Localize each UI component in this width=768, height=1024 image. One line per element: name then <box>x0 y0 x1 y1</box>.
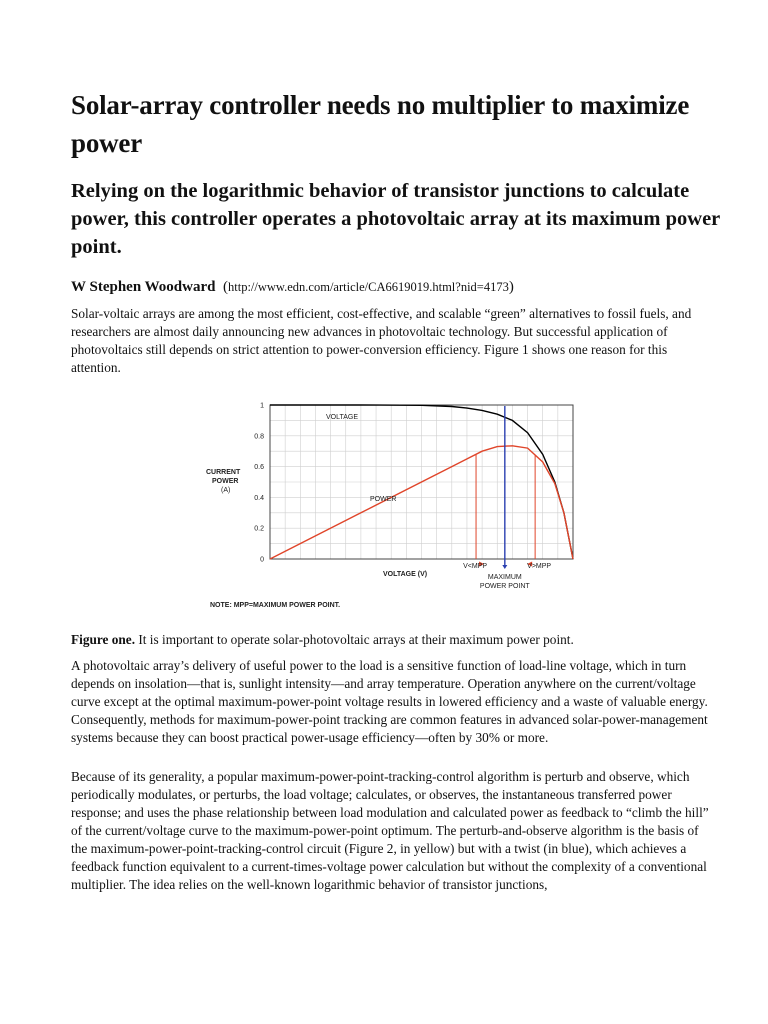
x-axis-label: VOLTAGE (V) <box>383 571 428 578</box>
paragraph-intro: Solar-voltaic arrays are among the most efficient, cost-effective, and scalable “green” alternatives to fossil fuels, and researchers are almost daily announcing new advances in photovoltaic technology. But successful application of photovoltaics still depends on strict attention to power-conversion efficiency. Figure 1 shows one reason for this attention. <box>71 306 692 375</box>
series-label-power: POWER <box>370 496 397 503</box>
close-paren: ) <box>508 279 514 295</box>
article-subtitle: Relying on the logarithmic behavior of transistor junctions to calculate power, this controller operates a photovoltaic array at its maximum power point. <box>71 180 720 258</box>
label-mpp-line-1: MAXIMUM <box>487 574 522 581</box>
y-tick-label: 0.8 <box>254 433 264 441</box>
y-axis-label-line-1: CURRENT <box>206 469 241 476</box>
article-title: Solar-array controller needs no multiplier to maximize power <box>71 90 690 158</box>
figure-caption <box>71 631 731 649</box>
series-label-voltage: VOLTAGE <box>326 414 359 421</box>
y-tick-label: 1 <box>260 402 264 410</box>
chart-axes <box>254 403 573 564</box>
label-above-mpp: V>MPP <box>527 563 552 570</box>
label-below-mpp: V<MPP <box>463 563 488 570</box>
y-axis-label-line-3: (A) <box>221 487 231 494</box>
caption-label: Figure one. <box>71 632 136 647</box>
y-axis-label-line-2: POWER <box>212 478 239 485</box>
source-link[interactable]: http://www.edn.com/article/CA6619019.html?nid=4173 <box>228 280 509 294</box>
author-name: W Stephen Woodward <box>71 279 216 295</box>
y-tick-label: 0 <box>260 556 264 564</box>
power-curve-chart <box>190 390 610 620</box>
y-tick-label: 0.2 <box>254 525 264 533</box>
paragraph-algorithm: Because of its generality, a popular maximum-power-point-tracking-control algorithm is perturb and observe, which periodically modulates, or perturbs, the load voltage; calculates, or observes, the instantaneous transferred power response; and uses the phase relationship between load modulation and calculated power as feedback to “climb the hill” of the current/voltage curve to the maximum-power-point optimum. The perturb-and-observe algorithm is the basis of the maximum-power-point-tracking-control circuit (Figure 2, in yellow) but with a twist (in blue), which achieves a feedback function equivalent to a current-times-voltage power calculation but without the complexity of a conventional multiplier. The idea relies on the well-known logarithmic behavior of transistor junctions, <box>71 769 709 892</box>
figure-1 <box>190 390 610 620</box>
mpp-arrow <box>502 565 507 569</box>
paragraph-efficiency: A photovoltaic array’s delivery of useful power to the load is a sensitive function of load-line voltage, which in turn depends on insolation—that is, sunlight intensity—and array temperature. Operation anywhere on the current/voltage curve except at the optimal maximum-power-point voltage results in lowered efficiency and a waste of valuable energy. Consequently, methods for maximum-power-point tracking are common features in advanced solar-power-management systems because they can boost practical power-usage efficiency—often by 30% or more. <box>71 658 708 745</box>
y-tick-label: 0.4 <box>254 494 264 502</box>
chart-labels <box>206 414 427 609</box>
y-tick-label: 0.6 <box>254 464 264 472</box>
label-mpp-line-2: POWER POINT <box>479 583 530 590</box>
chart-annotations <box>463 406 551 590</box>
caption-text: It is important to operate solar-photovoltaic arrays at their maximum power point. <box>135 632 574 647</box>
byline <box>71 278 751 296</box>
open-paren: ( <box>223 279 228 295</box>
chart-note: NOTE: MPP=MAXIMUM POWER POINT. <box>210 602 341 609</box>
